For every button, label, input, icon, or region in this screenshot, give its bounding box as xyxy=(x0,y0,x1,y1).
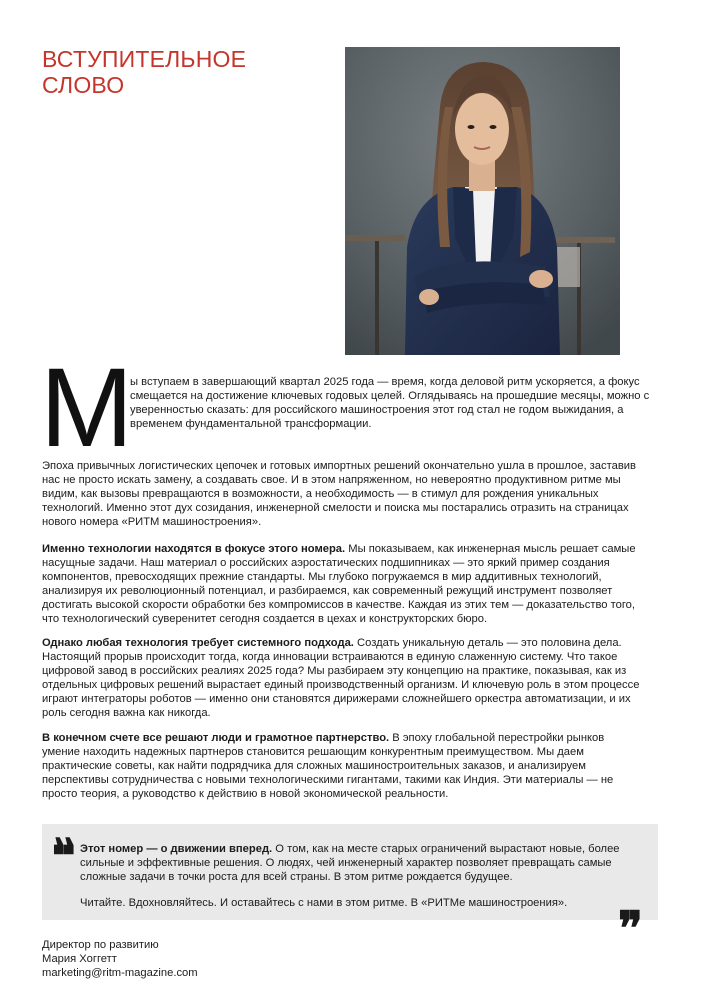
quote-lead: Этот номер — о движении вперед. xyxy=(80,843,273,855)
title-line-1: ВСТУПИТЕЛЬНОЕ xyxy=(42,46,247,72)
body-paragraph-1 xyxy=(42,459,642,529)
signature-email[interactable]: marketing@ritm-magazine.com xyxy=(42,967,198,979)
page-title xyxy=(42,46,246,98)
quote-closing: Читайте. Вдохновляйтесь. И оставайтесь с нами в этом ритме. В «РИТМе машиностроения». xyxy=(80,897,568,909)
close-quote-icon: ❞ xyxy=(618,903,643,954)
paragraph-text: Эпоха привычных логистических цепочек и готовых импортных решений окончательно ушла в прошлое, заставив нас не просто искать замену, а создавать свое. И в этом напряженном, но невероятно продуктивном ритме мы видим, как вызовы превращаются в возможности, а необходимость — в стимул для рождения уникальных технологий. Именно этот дух созидания, инженерной смелости и поиска мы постарались отразить на страницах нового номера «РИТМ машиностроения». xyxy=(42,460,636,528)
open-quote-icon: ❞ xyxy=(52,810,77,861)
title-line-2: СЛОВО xyxy=(42,72,125,98)
author-portrait xyxy=(345,47,620,355)
body-paragraph-3 xyxy=(42,636,642,720)
paragraph-lead: Однако любая технология требует системного подхода. xyxy=(42,637,354,649)
drop-cap: М xyxy=(40,345,134,470)
paragraph-text: Создать уникальную деталь — это половина дела. Настоящий прорыв происходит тогда, когда инновации встраиваются в единую слаженную систему. Что такое цифровой завод в российских реалиях 2025 года? Мы разбираем эту концепцию на практике, показывая, как из отдельных цифровых решений вырастает единый производственный организм. И ключевую роль в этом процессе играют интеграторы роботов — именно они становятся дирижерами сложнейшего оркестра автоматизации, и их роль сегодня важна как никогда. xyxy=(42,637,640,719)
body-paragraph-4 xyxy=(42,731,642,801)
signature-block xyxy=(42,938,198,980)
body-paragraph-2 xyxy=(42,542,642,626)
portrait-illustration xyxy=(345,47,620,355)
intro-paragraph: ы вступаем в завершающий квартал 2025 года — время, когда деловой ритм ускоряется, а фокус смещается на достижение ключевых годовых целей. Оглядываясь на прошедшие месяцы, можно с уверенностью сказать: для российского машиностроения этот год стал не годом выжидания, а временем фундаментальной трансформации. xyxy=(130,376,650,430)
paragraph-text: В эпоху глобальной перестройки рынков умение находить надежных партнеров становится решающим конкурентным преимуществом. Мы даем практические советы, как найти подрядчика для сложных машиностроительных заказов, и анализируем перспективы сотрудничества с новыми технологическими гигантами, такими как Индия. Эти материалы — не просто теория, а руководство к действию в новой экономической реальности. xyxy=(42,732,614,800)
paragraph-lead: Именно технологии находятся в фокусе этого номера. xyxy=(42,543,346,555)
signature-name: Мария Хоггетт xyxy=(42,953,117,965)
signature-position: Директор по развитию xyxy=(42,939,159,951)
quote-text xyxy=(80,842,640,884)
quote-body: О том, как на месте старых ограничений вырастают новые, более сильные и эффективные решения. О людях, чей инженерный характер позволяет превращать самые сложные задачи в точки роста для всей страны. В этом ритме рождается будущее. xyxy=(80,843,620,883)
paragraph-lead: В конечном счете все решают люди и грамотное партнерство. xyxy=(42,732,390,744)
paragraph-text: Мы показываем, как инженерная мысль решает самые насущные задачи. Наш материал о российских аэростатических подшипниках — это яркий пример создания компонентов, превосходящих прежние стандарты. Мы глубоко погружаемся в мир аддитивных технологий, анализируя их революционный потенциал, и разбираемся, как современный режущий инструмент позволяет достигать высокой скорости обработки без компромиссов в качестве. Каждая из этих тем — доказательство того, что технологический суверенитет сегодня создается в цехах и конструкторских бюро. xyxy=(42,543,636,625)
